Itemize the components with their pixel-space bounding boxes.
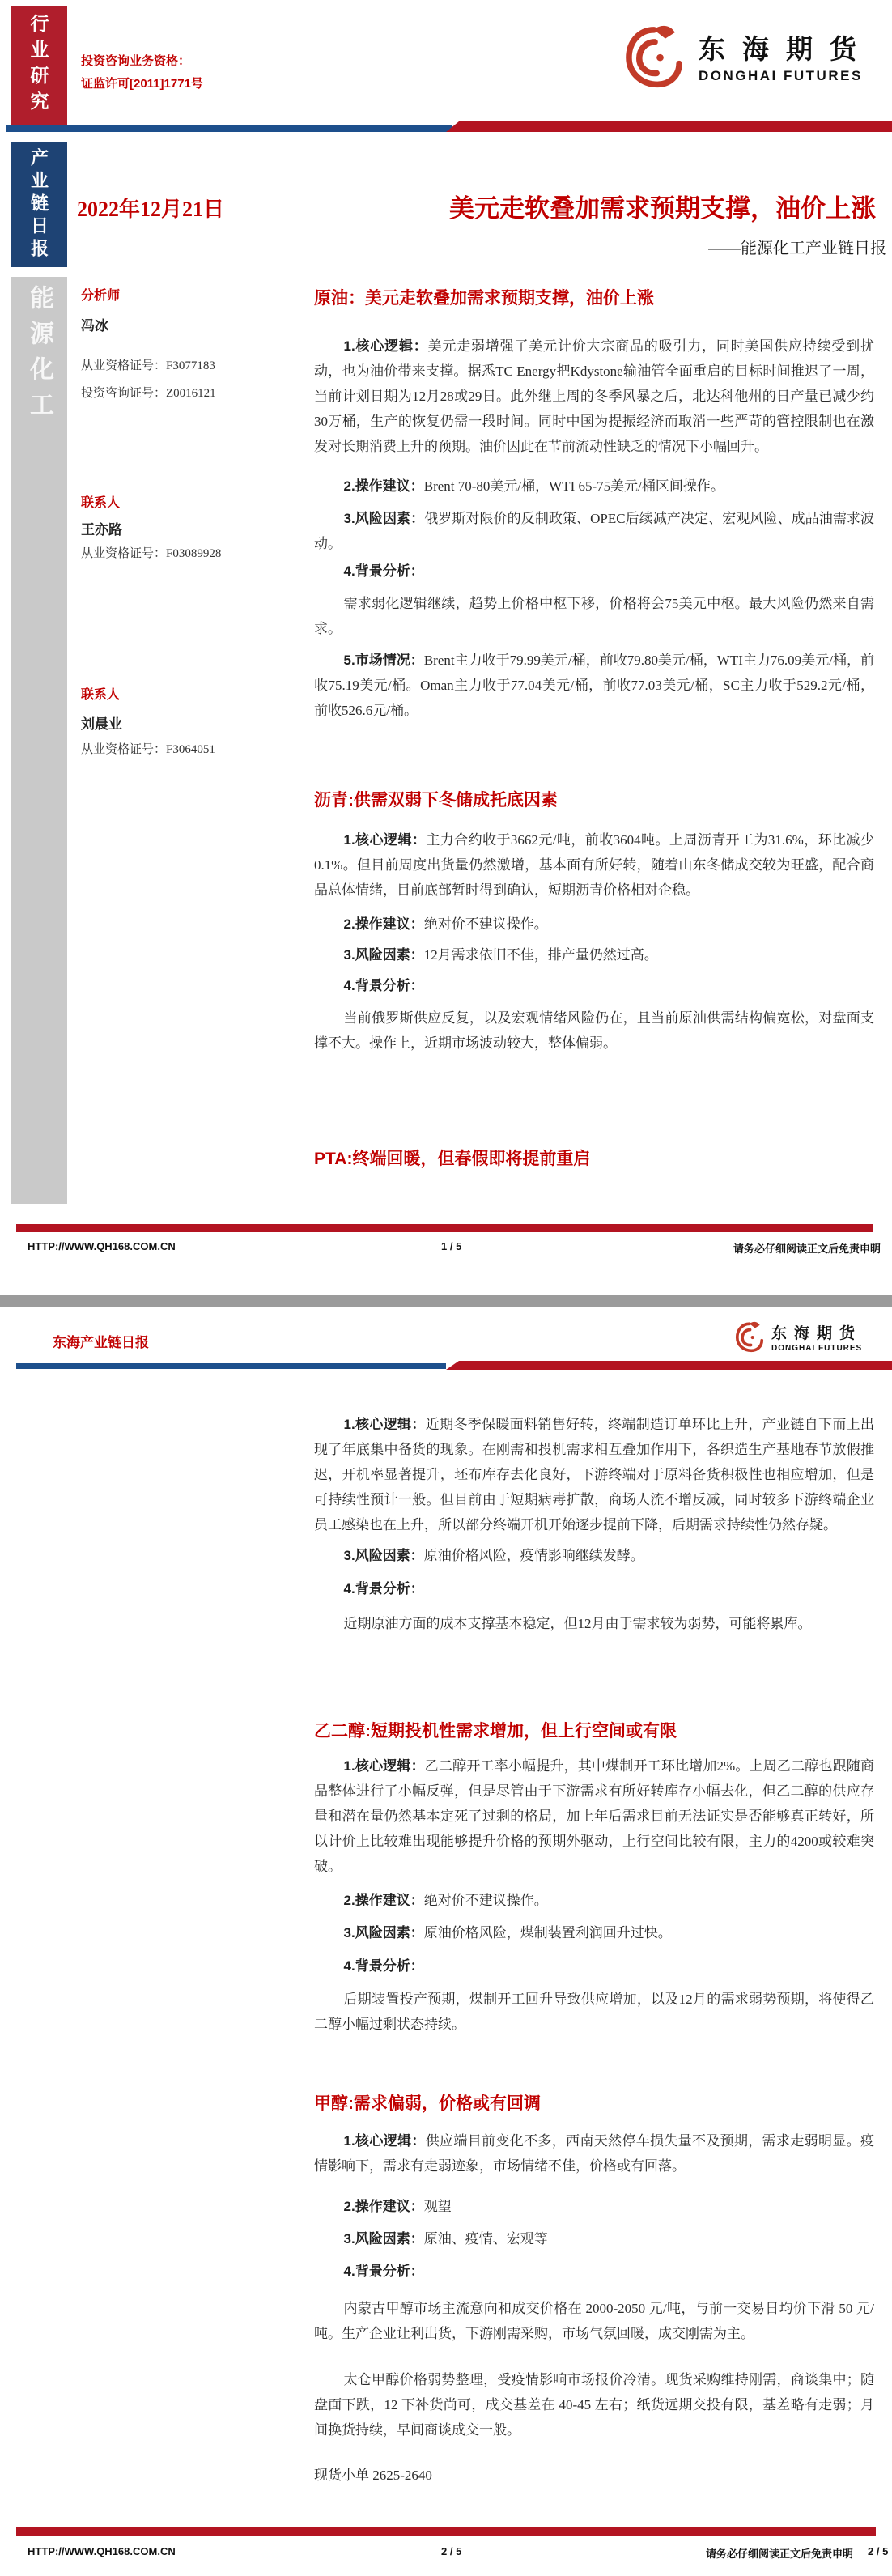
paragraph-methanol-core: [314, 2128, 874, 2179]
analyst-name: 冯冰: [81, 318, 108, 334]
paragraph-pta-risk: [314, 1543, 874, 1568]
paragraph-crude-background: [314, 591, 874, 641]
report-date: 2022年12月21日: [77, 198, 225, 221]
sector-tag: 能源化工: [26, 285, 53, 427]
para-label: 1.核心逻辑：: [343, 1758, 425, 1774]
section-heading-methanol: 甲醇:需求偏弱，价格或有回调: [314, 2094, 541, 2113]
para-text: 观望: [423, 2199, 452, 2214]
paragraph-crude-background-label: [314, 559, 874, 584]
paragraph-asphalt-background: [314, 1005, 874, 1056]
para-label: 1.核心逻辑：: [343, 832, 427, 848]
para-text: 近期冬季保暖面料销售好转，终端制造订单环比上升，产业链自下而上出现了年底集中备货的现象。在刚需和投机需求相互叠加作用下，各织造生产基地春节放假推迟，开机率显著提升，坯布库存去化良好，下游终端对于原料备货积极性也相应增加，但是可持续性预计一般。但目前由于短期病毒扩散，商场人流不增反减，同时较多下游终端企业员工感染也在上升，所以部分终端开机开始逐步提前下降，后期需求持续性仍然存疑。: [314, 1417, 874, 1532]
para-text: 俄罗斯对限价的反制政策、OPEC后续减产决定、宏观风险、成品油需求波动。: [314, 511, 874, 551]
para-label: 4.背景分析：: [343, 563, 424, 579]
license-line-1: 投资咨询业务资格：: [81, 54, 191, 68]
header-rule-red-p2: [446, 1361, 892, 1370]
paragraph-meg-advice: [314, 1888, 874, 1913]
report-page-2: [0, 1307, 892, 2576]
paragraph-methanol-taicang: [314, 2367, 874, 2442]
dragon-logo-icon: [733, 1318, 767, 1355]
analyst-advisory-cert: 投资咨询证号：Z0016121: [81, 387, 216, 400]
para-label: 4.背景分析：: [343, 978, 424, 993]
paragraph-asphalt-core: [314, 827, 874, 903]
para-label: 3.风险因素：: [343, 511, 425, 526]
paragraph-methanol-risk: [314, 2226, 874, 2251]
para-label: 1.核心逻辑：: [343, 338, 428, 354]
para-text: 原油、疫情、宏观等: [423, 2231, 548, 2247]
logo-chinese-name: 东海期货: [771, 1324, 863, 1342]
paragraph-meg-background-label: [314, 1953, 874, 1979]
footer-url[interactable]: HTTP://WWW.QH168.COM.CN: [28, 2545, 176, 2557]
paragraph-methanol-neimenggu: [314, 2296, 874, 2346]
analyst-cert: 从业资格证号：F3077183: [81, 359, 215, 372]
para-text: 绝对价不建议操作。: [423, 916, 548, 932]
contact1-cert: 从业资格证号：F03089928: [81, 547, 222, 560]
paragraph-crude-advice: [314, 474, 874, 499]
para-text: Brent主力收于79.99美元/桶，前收79.80美元/桶，WTI主力76.09美元/桶，前收75.19美元/桶。Oman主力收于77.04美元/桶，前收77.03美元/桶，SC主力收于529.2元/桶，前收526.6元/桶。: [314, 653, 874, 718]
para-text: 原油价格风险，煤制装置利润回升过快。: [423, 1925, 672, 1941]
logo-english-name: DONGHAI FUTURES: [771, 1343, 863, 1353]
contact2-name: 刘晨业: [81, 716, 122, 732]
running-header-title: 东海产业链日报: [53, 1335, 149, 1350]
dragon-logo-icon: [619, 19, 689, 92]
paragraph-meg-background: [314, 1987, 874, 2037]
para-label: 1.核心逻辑：: [343, 2133, 426, 2149]
section-heading-asphalt: 沥青:供需双弱下冬储成托底因素: [314, 791, 558, 810]
contact1-label: 联系人: [81, 496, 121, 510]
paragraph-methanol-advice: [314, 2194, 874, 2219]
para-text: 绝对价不建议操作。: [423, 1893, 548, 1908]
sector-sidebar: [11, 277, 67, 1204]
para-text: 原油价格风险，疫情影响继续发酵。: [423, 1548, 644, 1563]
para-text: 内蒙古甲醇市场主流意向和成交价格在 2000-2050 元/吨，与前一交易日均价下滑 50 元/吨。生产企业让利出货，下游刚需采购，市场气氛回暖，成交刚需为主。: [314, 2301, 874, 2341]
footer-disclaimer: 请务必仔细阅读正文后免责申明: [705, 2548, 853, 2560]
para-text: 太仓甲醇价格弱势整理，受疫情影响市场报价冷清。现货采购维持刚需，商谈集中；随盘面下跌，12 下补货尚可，成交基差在 40-45 左右；纸货远期交投有限，基差略有走弱；月间换货持续，早间商谈成交一般。: [314, 2372, 874, 2438]
para-text: 近期原油方面的成本支撑基本稳定，但12月由于需求较为弱势，可能将累库。: [343, 1616, 812, 1631]
header-rule-red: [446, 121, 892, 132]
contact1-name: 王亦路: [81, 522, 122, 538]
paragraph-pta-core: [314, 1412, 874, 1537]
para-text: 乙二醇开工率小幅提升，其中煤制开工环比增加2%。上周乙二醇也跟随商品整体进行了小幅反弹，但是尽管由于下游需求有所好转库存小幅去化，但乙二醇的供应存量和潜在量仍然基本定死了过剩的格局，加上年后需求目前无法证实是否能够真正转好，所以计价上比较难出现能够提升价格的预期外驱动，上行空间比较有限，主力的4200或较难突破。: [314, 1758, 874, 1874]
contact2-label: 联系人: [81, 688, 121, 702]
paragraph-crude-core: [314, 334, 874, 459]
para-label: 3.风险因素：: [343, 2231, 424, 2247]
header-rule-blue-p2: [16, 1363, 446, 1369]
paragraph-pta-background: [314, 1611, 874, 1636]
contact2-cert: 从业资格证号：F3064051: [81, 743, 215, 756]
section-heading-pta: PTA:终端回暖，但春假即将提前重启: [314, 1150, 591, 1168]
para-label: 2.操作建议：: [343, 916, 424, 932]
license-line-2: 证监许可[2011]1771号: [81, 77, 203, 91]
paragraph-asphalt-advice: [314, 912, 874, 937]
para-text: 供应端目前变化不多，西南天然停车损失量不及预期，需求走弱明显。疫情影响下，需求有走弱迹象，市场情绪不佳，价格或有回落。: [314, 2133, 874, 2174]
para-label: 2.操作建议：: [343, 1893, 424, 1908]
paragraph-methanol-spot: [314, 2463, 874, 2488]
section-heading-meg: 乙二醇:短期投机性需求增加，但上行空间或有限: [314, 1722, 677, 1741]
footer-bar: [16, 2527, 876, 2536]
paragraph-pta-background-label: [314, 1576, 874, 1601]
para-text: Brent 70-80美元/桶，WTI 65-75美元/桶区间操作。: [423, 478, 724, 494]
donghai-futures-logo: [619, 19, 873, 92]
industry-research-tag: 行业研究: [11, 6, 67, 125]
para-label: 4.背景分析：: [343, 1581, 424, 1596]
paragraph-asphalt-background-label: [314, 973, 874, 998]
para-text: 后期装置投产预期，煤制开工回升导致供应增加，以及12月的需求弱势预期，将使得乙二醇小幅过剩状态持续。: [314, 1992, 874, 2032]
para-text: 需求弱化逻辑继续，趋势上价格中枢下移，价格将会75美元中枢。最大风险仍然来自需求。: [314, 596, 874, 636]
report-subtitle: ——能源化工产业链日报: [708, 240, 886, 257]
donghai-futures-logo-small: [733, 1318, 862, 1355]
para-text: 美元走弱增强了美元计价大宗商品的吸引力，同时美国供应持续受到扰动，也为油价带来支撑。据悉TC Energy把Kdystone输油管全面重启的目标时间推迟了一周，当前计划日期为12月28或29日。此外继上周的冬季风暴之后，北达科他州的日产量已减少约30万桶，生产的恢复仍需一段时间。同时中国为提振经济而取消一些严苛的管控限制也在激发对长期消费上升的预期。油价因此在节前流动性缺乏的情况下小幅回升。: [314, 338, 874, 454]
para-label: 4.背景分析：: [343, 2264, 424, 2279]
analyst-label: 分析师: [81, 289, 121, 303]
para-label: 2.操作建议：: [343, 478, 424, 494]
para-label: 3.风险因素：: [343, 947, 424, 963]
paragraph-meg-risk: [314, 1920, 874, 1945]
logo-english-name: DONGHAI FUTURES: [699, 67, 863, 83]
para-text: 12月需求依旧不佳，排产量仍然过高。: [423, 947, 658, 963]
para-text: 现货小单 2625-2640: [314, 2468, 432, 2483]
paragraph-asphalt-risk: [314, 942, 874, 967]
para-label: 3.风险因素：: [343, 1925, 424, 1941]
paragraph-methanol-background-label: [314, 2259, 874, 2284]
para-text: 主力合约收于3662元/吨，前收3604吨。上周沥青开工为31.6%，环比减少0.1%。但目前周度出货量仍然激增，基本面有所好转，随着山东冬储成交较为旺盛，配合商品总体情绪，目前底部暂时得到确认，短期沥青价格相对企稳。: [314, 832, 874, 898]
footer-url[interactable]: HTTP://WWW.QH168.COM.CN: [28, 1240, 176, 1252]
footer-page-number: 2 / 5: [441, 2545, 462, 2557]
page-divider: [0, 1295, 892, 1307]
para-label: 1.核心逻辑：: [343, 1417, 426, 1432]
paragraph-meg-core: [314, 1753, 874, 1879]
industry-chain-daily-tag: 产业链日报: [11, 142, 67, 267]
section-heading-crude: 原油：美元走软叠加需求预期支撑，油价上涨: [314, 289, 654, 308]
para-label: 4.背景分析：: [343, 1958, 424, 1974]
footer-edge-page-number: 2 / 5: [868, 2545, 889, 2557]
footer-page-number: 1 / 5: [441, 1240, 462, 1252]
para-label: 5.市场情况：: [343, 653, 424, 668]
paragraph-crude-market: [314, 648, 874, 723]
para-label: 2.操作建议：: [343, 2199, 424, 2214]
para-label: 3.风险因素：: [343, 1548, 424, 1563]
license-block: [81, 50, 203, 96]
para-text: 当前俄罗斯供应反复，以及宏观情绪风险仍在，且当前原油供需结构偏宽松，对盘面支撑不大。操作上，近期市场波动较大，整体偏弱。: [314, 1010, 874, 1051]
header-rule-blue: [6, 125, 452, 132]
footer-disclaimer: 请务必仔细阅读正文后免责申明: [733, 1243, 881, 1255]
report-title: 美元走软叠加需求预期支撑，油价上涨: [449, 194, 876, 223]
footer-bar: [16, 1224, 873, 1232]
paragraph-crude-risk: [314, 506, 874, 556]
logo-chinese-name: 东海期货: [699, 33, 873, 64]
